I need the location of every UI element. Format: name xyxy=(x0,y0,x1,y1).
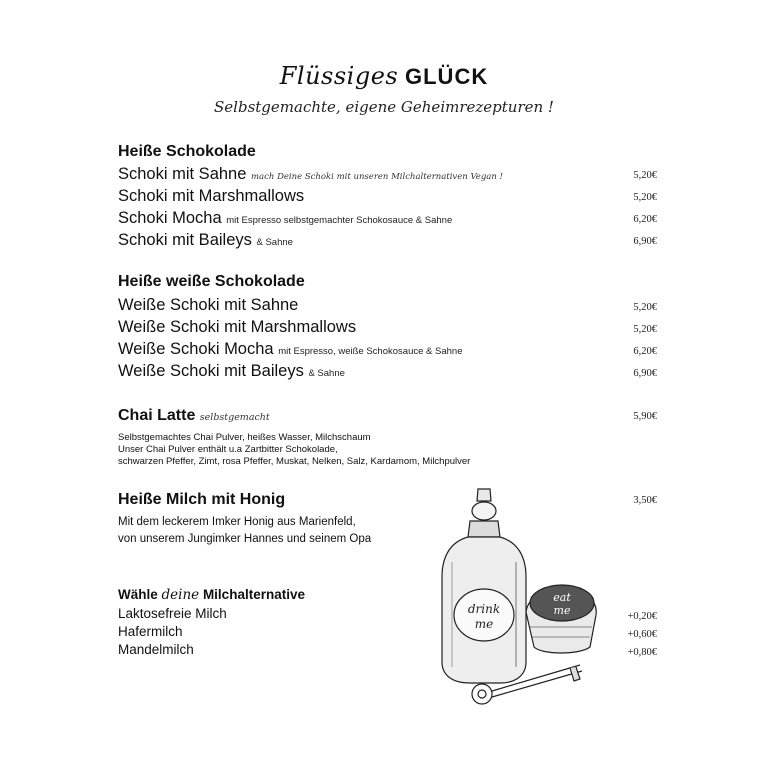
menu-item xyxy=(118,340,462,359)
menu-title xyxy=(0,60,768,91)
menu-item xyxy=(118,187,304,206)
item-name: Schoki mit Baileys xyxy=(118,231,252,249)
item-price: 5,20€ xyxy=(633,170,657,181)
item-price: 6,90€ xyxy=(633,368,657,379)
bottle-label-line-2: me xyxy=(474,617,494,631)
item-name: Weiße Schoki Mocha xyxy=(118,340,274,358)
alt-heading-script: deine xyxy=(161,587,200,603)
item-price: 6,90€ xyxy=(633,236,657,247)
item-name: Schoki mit Marshmallows xyxy=(118,187,305,205)
menu-item xyxy=(118,362,345,381)
bottle-neck xyxy=(468,521,500,537)
section-heading-hot-chocolate: Heiße Schokolade xyxy=(118,143,256,160)
item-price: 5,20€ xyxy=(633,192,657,203)
honey-milk-price: 3,50€ xyxy=(633,495,657,506)
menu-item xyxy=(118,296,298,315)
title-script-word: Flüssiges xyxy=(279,62,399,90)
title-bold-word: GLÜCK xyxy=(405,64,489,89)
chai-desc-line: schwarzen Pfeffer, Zimt, rosa Pfeffer, Muskat, Nelken, Salz, Kardamom, Milchpulver xyxy=(118,456,471,467)
item-name: Weiße Schoki mit Baileys xyxy=(118,362,304,380)
chai-heading-text: Chai Latte xyxy=(118,407,196,424)
chai-description xyxy=(118,432,470,468)
item-note: mit Espresso selbstgemachter Schokosauce & Sahne xyxy=(226,215,453,226)
chai-desc-line: Selbstgemachtes Chai Pulver, heißes Wasser, Milchschaum xyxy=(118,432,371,443)
cake-label-line-2: me xyxy=(553,604,571,617)
milk-alt-item: Laktosefreie Milch xyxy=(118,606,227,621)
item-name: Schoki Mocha xyxy=(118,209,222,227)
milk-alt-item: Mandelmilch xyxy=(118,642,194,657)
section-heading-honey-milk: Heiße Milch mit Honig xyxy=(118,491,286,508)
milk-alt-price: +0,60€ xyxy=(627,629,657,640)
chai-price: 5,90€ xyxy=(633,411,657,422)
cork-top xyxy=(477,489,491,501)
menu-item xyxy=(118,209,452,228)
item-name: Weiße Schoki mit Marshmallows xyxy=(118,318,357,336)
bottle-label-line-1: drink xyxy=(467,602,501,616)
menu-item xyxy=(118,318,356,337)
menu-item xyxy=(118,165,503,184)
item-note: mach Deine Schoki mit unseren Milchalternativen Vegan ! xyxy=(251,172,503,182)
item-price: 5,20€ xyxy=(633,302,657,313)
honey-milk-description xyxy=(118,514,371,548)
section-heading-milk-alternatives xyxy=(118,587,305,603)
honey-milk-desc-line: von unserem Jungimker Hannes und seinem Opa xyxy=(118,533,372,545)
alt-heading-pre: Wähle xyxy=(118,587,158,602)
item-name: Weiße Schoki mit Sahne xyxy=(118,296,299,314)
honey-milk-desc-line: Mit dem leckerem Imker Honig aus Marienfeld, xyxy=(118,516,356,528)
item-price: 6,20€ xyxy=(633,346,657,357)
menu-item xyxy=(118,231,293,250)
item-note: & Sahne xyxy=(256,237,293,248)
menu-subtitle: Selbstgemachte, eigene Geheimrezepturen ! xyxy=(214,98,554,116)
section-heading-chai xyxy=(118,407,270,425)
item-note: & Sahne xyxy=(308,368,345,379)
cork-ball xyxy=(472,502,496,520)
milk-alt-price: +0,20€ xyxy=(627,611,657,622)
item-note: mit Espresso, weiße Schokosauce & Sahne xyxy=(278,346,463,357)
drink-me-illustration xyxy=(430,487,605,717)
key-bow xyxy=(472,684,492,704)
milk-alt-item: Hafermilch xyxy=(118,624,183,639)
item-name: Schoki mit Sahne xyxy=(118,165,247,183)
chai-desc-line: Unser Chai Pulver enthält u.a Zartbitter Schokolade, xyxy=(118,444,338,455)
alt-heading-post: Milchalternative xyxy=(202,587,305,602)
key-bow-inner xyxy=(478,690,486,698)
section-heading-white-chocolate: Heiße weiße Schokolade xyxy=(118,273,305,290)
item-price: 5,20€ xyxy=(633,324,657,335)
key-bit xyxy=(570,667,580,681)
cake-label-line-1: eat xyxy=(553,591,571,604)
milk-alt-price: +0,80€ xyxy=(627,647,657,658)
item-price: 6,20€ xyxy=(633,214,657,225)
chai-heading-note: selbstgemacht xyxy=(199,412,270,423)
